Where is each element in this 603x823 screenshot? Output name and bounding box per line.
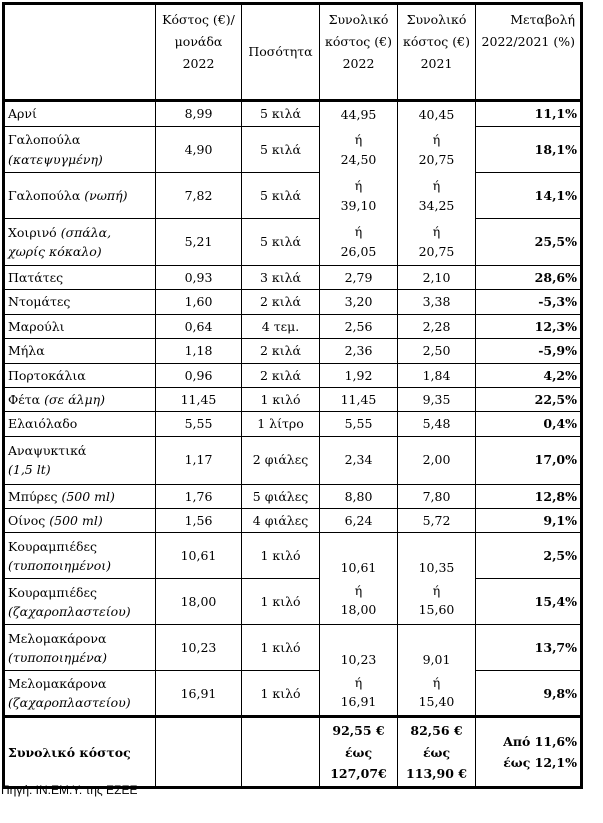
- table-row: [4, 173, 582, 219]
- quantity: 1 λίτρο: [242, 412, 320, 436]
- total-2022: 92,55 € έως 127,07€: [320, 717, 398, 788]
- table-row: [4, 387, 582, 411]
- unit-cost: 5,55: [156, 412, 242, 436]
- quantity: 1 κιλό: [242, 387, 320, 411]
- total-2022: ή 16,91: [320, 671, 398, 717]
- unit-cost: 0,96: [156, 363, 242, 387]
- unit-cost: 0,64: [156, 314, 242, 338]
- quantity: 2 κιλά: [242, 363, 320, 387]
- total-empty-unit: [156, 717, 242, 788]
- unit-cost: 0,93: [156, 266, 242, 290]
- total-2022: 11,45: [320, 387, 398, 411]
- total-2022: 2,36: [320, 339, 398, 363]
- quantity: 1 κιλό: [242, 533, 320, 579]
- unit-cost: 11,45: [156, 387, 242, 411]
- total-2021: 2,10: [398, 266, 476, 290]
- total-2021: 9,35: [398, 387, 476, 411]
- change-pct: 18,1%: [476, 127, 582, 173]
- total-2022: ή 39,10: [320, 173, 398, 219]
- unit-cost: 1,60: [156, 290, 242, 314]
- item-note: (σε άλμη): [44, 391, 106, 407]
- table-row: [4, 314, 582, 338]
- total-label: Συνολικό κόστος: [4, 717, 156, 788]
- unit-cost: 18,00: [156, 579, 242, 625]
- item-name: Πορτοκάλια: [4, 363, 156, 387]
- item-note: (500 ml): [61, 488, 115, 504]
- change-pct: 28,6%: [476, 266, 582, 290]
- total-row: [4, 717, 582, 788]
- quantity: 1 κιλό: [242, 579, 320, 625]
- unit-cost: 16,91: [156, 671, 242, 717]
- item-name: Αρνί: [4, 101, 156, 127]
- table-row: [4, 219, 582, 266]
- item-name: Μελομακάρονα (τυποποιημένα): [4, 625, 156, 671]
- unit-cost: 1,56: [156, 509, 242, 533]
- total-2021: 2,28: [398, 314, 476, 338]
- change-pct: 12,8%: [476, 484, 582, 508]
- table-row: [4, 671, 582, 717]
- quantity: 1 κιλό: [242, 671, 320, 717]
- item-note: (1,5 lt): [8, 462, 51, 478]
- total-2021: 82,56 € έως 113,90 €: [398, 717, 476, 788]
- item-name: Πατάτες: [4, 266, 156, 290]
- total-2021: 10,35: [398, 533, 476, 579]
- item-name: Φέτα (σε άλμη): [4, 387, 156, 411]
- total-2021: ή 34,25: [398, 173, 476, 219]
- quantity: 1 κιλό: [242, 625, 320, 671]
- table-row: [4, 484, 582, 508]
- unit-cost: 1,18: [156, 339, 242, 363]
- table-row: [4, 363, 582, 387]
- item-note: (τυποποιημένα): [8, 649, 108, 665]
- item-note: (κατεψυγμένη): [8, 151, 103, 167]
- item-name: Μπύρες (500 ml): [4, 484, 156, 508]
- total-2022: ή 24,50: [320, 127, 398, 173]
- item-name: Μήλα: [4, 339, 156, 363]
- quantity: 5 κιλά: [242, 173, 320, 219]
- unit-cost: 1,76: [156, 484, 242, 508]
- total-2021: ή 15,40: [398, 671, 476, 717]
- quantity: 3 κιλά: [242, 266, 320, 290]
- total-2022: 3,20: [320, 290, 398, 314]
- table-row: [4, 101, 582, 127]
- change-pct: 11,1%: [476, 101, 582, 127]
- total-2021: 1,84: [398, 363, 476, 387]
- table-row: [4, 625, 582, 671]
- total-2021: 3,38: [398, 290, 476, 314]
- total-2022: 10,23: [320, 625, 398, 671]
- header-unit-cost: Κόστος (€)/ μονάδα 2022: [156, 4, 242, 101]
- total-2021: 5,72: [398, 509, 476, 533]
- item-note: (500 ml): [49, 513, 103, 528]
- total-2022: 5,55: [320, 412, 398, 436]
- total-2021: 9,01: [398, 625, 476, 671]
- unit-cost: 10,61: [156, 533, 242, 579]
- item-note: (ζαχαροπλαστείου): [8, 695, 131, 711]
- header-total-2021: Συνολικό κόστος (€) 2021: [398, 4, 476, 101]
- item-note: (τυποποιημένοι): [8, 557, 111, 573]
- item-name: Οίνος (500 ml): [4, 509, 156, 533]
- item-name: Κουραμπιέδες (τυποποιημένοι): [4, 533, 156, 579]
- total-2021: 7,80: [398, 484, 476, 508]
- item-note: (σπάλα, χωρίς κόκαλο): [8, 224, 112, 259]
- total-2021: ή 20,75: [398, 127, 476, 173]
- table-row: [4, 436, 582, 484]
- total-change: Από 11,6% έως 12,1%: [476, 717, 582, 788]
- source-note: Πηγή: ΙΝ.ΕΜ.Υ. της ΕΣΕΕ: [1, 783, 138, 797]
- change-pct: 12,3%: [476, 314, 582, 338]
- table-row: [4, 290, 582, 314]
- quantity: 5 κιλά: [242, 219, 320, 266]
- total-2021: 5,48: [398, 412, 476, 436]
- quantity: 2 φιάλες: [242, 436, 320, 484]
- change-pct: -5,9%: [476, 339, 582, 363]
- total-2022: 2,79: [320, 266, 398, 290]
- change-pct: 25,5%: [476, 219, 582, 266]
- unit-cost: 5,21: [156, 219, 242, 266]
- item-note: (ζαχαροπλαστείου): [8, 603, 131, 619]
- item-name: Γαλοπούλα (νωπή): [4, 173, 156, 219]
- quantity: 4 φιάλες: [242, 509, 320, 533]
- total-2021: 2,50: [398, 339, 476, 363]
- total-2022: 6,24: [320, 509, 398, 533]
- quantity: 5 κιλά: [242, 127, 320, 173]
- change-pct: 14,1%: [476, 173, 582, 219]
- item-name: Κουραμπιέδες (ζαχαροπλαστείου): [4, 579, 156, 625]
- quantity: 5 φιάλες: [242, 484, 320, 508]
- change-pct: -5,3%: [476, 290, 582, 314]
- header-item: [4, 4, 156, 101]
- total-2022: 2,34: [320, 436, 398, 484]
- table-row: [4, 509, 582, 533]
- change-pct: 9,8%: [476, 671, 582, 717]
- total-2022: ή 26,05: [320, 219, 398, 266]
- quantity: 2 κιλά: [242, 339, 320, 363]
- total-2022: 44,95: [320, 101, 398, 127]
- unit-cost: 7,82: [156, 173, 242, 219]
- total-2022: ή 18,00: [320, 579, 398, 625]
- total-2022: 2,56: [320, 314, 398, 338]
- change-pct: 22,5%: [476, 387, 582, 411]
- item-name: Ντομάτες: [4, 290, 156, 314]
- item-name: Χοιρινό (σπάλα, χωρίς κόκαλο): [4, 219, 156, 266]
- change-pct: 13,7%: [476, 625, 582, 671]
- total-2021: ή 20,75: [398, 219, 476, 266]
- total-empty-qty: [242, 717, 320, 788]
- total-2022: 8,80: [320, 484, 398, 508]
- unit-cost: 10,23: [156, 625, 242, 671]
- unit-cost: 4,90: [156, 127, 242, 173]
- item-name: Μελομακάρονα (ζαχαροπλαστείου): [4, 671, 156, 717]
- total-2021: 40,45: [398, 101, 476, 127]
- christmas-table-cost-table: [2, 2, 583, 789]
- change-pct: 17,0%: [476, 436, 582, 484]
- header-row: [4, 4, 582, 101]
- item-name: Γαλοπούλα (κατεψυγμένη): [4, 127, 156, 173]
- quantity: 2 κιλά: [242, 290, 320, 314]
- header-change: Μεταβολή 2022/2021 (%): [476, 4, 582, 101]
- header-quantity: Ποσότητα: [242, 4, 320, 101]
- table-row: [4, 266, 582, 290]
- item-name: Αναψυκτικά (1,5 lt): [4, 436, 156, 484]
- total-2021: ή 15,60: [398, 579, 476, 625]
- table-row: [4, 579, 582, 625]
- total-2022: 10,61: [320, 533, 398, 579]
- table-row: [4, 339, 582, 363]
- item-name: Μαρούλι: [4, 314, 156, 338]
- change-pct: 15,4%: [476, 579, 582, 625]
- total-2022: 1,92: [320, 363, 398, 387]
- item-note: (νωπή): [84, 187, 128, 203]
- item-name: Ελαιόλαδο: [4, 412, 156, 436]
- header-total-2022: Συνολικό κόστος (€) 2022: [320, 4, 398, 101]
- table-row: [4, 412, 582, 436]
- change-pct: 9,1%: [476, 509, 582, 533]
- change-pct: 4,2%: [476, 363, 582, 387]
- change-pct: 0,4%: [476, 412, 582, 436]
- total-2021: 2,00: [398, 436, 476, 484]
- table-row: [4, 533, 582, 579]
- quantity: 4 τεμ.: [242, 314, 320, 338]
- table-row: [4, 127, 582, 173]
- unit-cost: 8,99: [156, 101, 242, 127]
- unit-cost: 1,17: [156, 436, 242, 484]
- quantity: 5 κιλά: [242, 101, 320, 127]
- change-pct: 2,5%: [476, 533, 582, 579]
- cost-table-container: [2, 2, 583, 789]
